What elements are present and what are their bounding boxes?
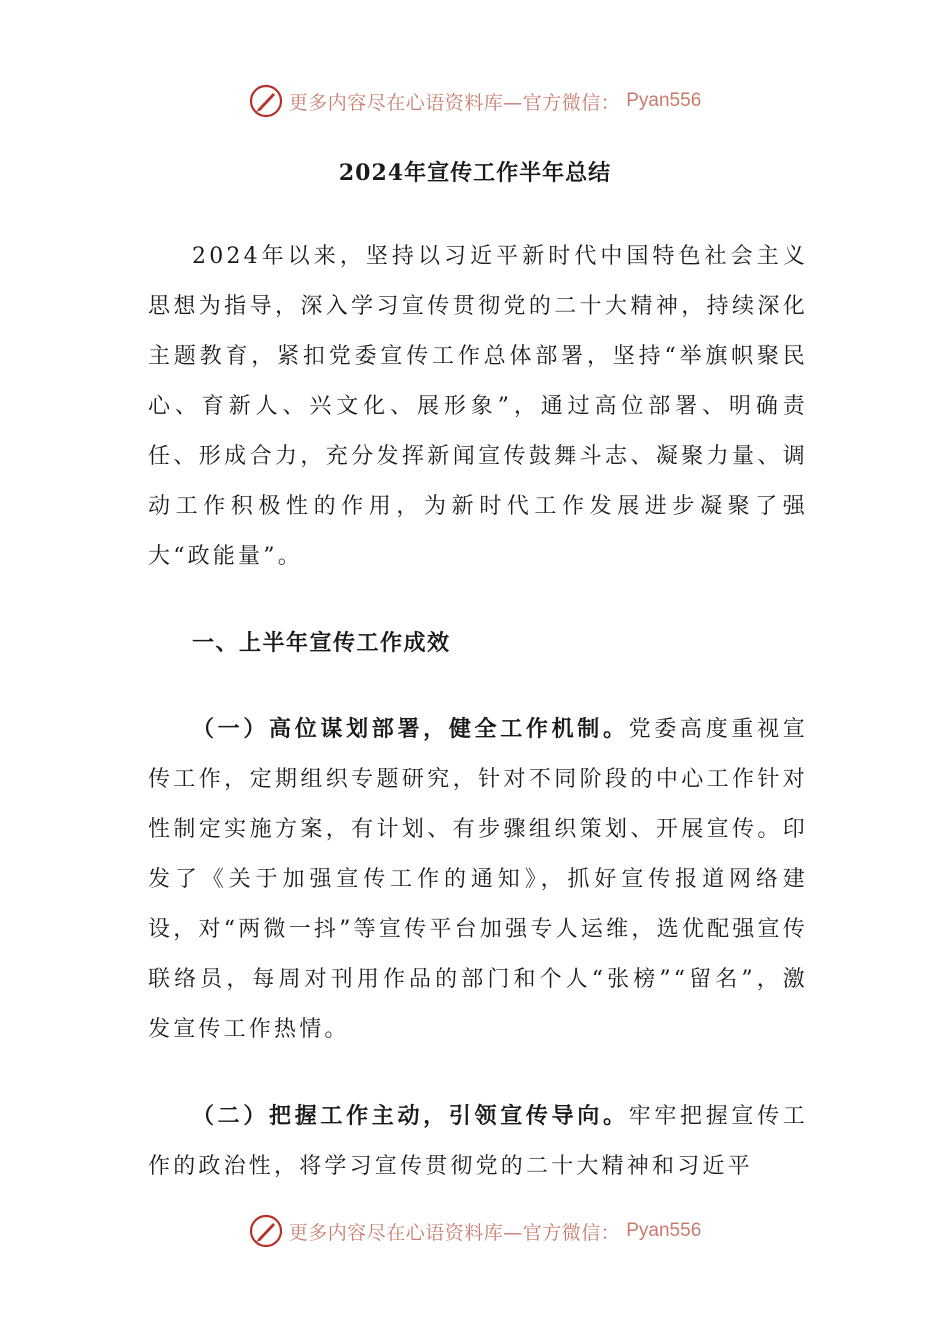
item-paragraph-2 [148, 1091, 808, 1192]
item-body-2: 牢牢把握宣传工作的政治性，将学习宣传贯彻党的二十大精神和习近平 [148, 1104, 808, 1179]
document-body [148, 232, 808, 1192]
section-heading: 一、上半年宣传工作成效 [192, 630, 451, 656]
document-title: 2024年宣传工作半年总结 [338, 160, 612, 186]
watermark-text: 更多内容尽在心语资料库—官方微信： [288, 1221, 621, 1244]
item-body-1: 党委高度重视宣传工作，定期组织专题研究，针对不同阶段的中心工作针对性制定实施方案，有计划、有步骤组织策划、开展宣传。印发了《关于加强宣传工作的通知》，抓好宣传报道网络建设，对“两微一抖”等宣传平台加强专人运维，选优配强宣传联络员，每周对刊用作品的部门和个人“张榜”“留名”，激发宣传工作热情。 [148, 717, 808, 1042]
item-paragraph-1 [148, 704, 808, 1055]
item-title-1: （一）高位谋划部署，健全工作机制。 [192, 716, 629, 742]
quill-logo-icon [249, 1214, 283, 1248]
watermark-text: 更多内容尽在心语资料库—官方微信： [288, 91, 621, 114]
watermark-wechat-id: Pyan556 [626, 90, 702, 111]
watermark-footer [0, 1214, 950, 1248]
watermark-wechat-id: Pyan556 [626, 1220, 702, 1241]
intro-paragraph: 2024年以来，坚持以习近平新时代中国特色社会主义思想为指导，深入学习宣传贯彻党的二十大精神，持续深化主题教育，紧扣党委宣传工作总体部署，坚持“举旗帜聚民心、育新人、兴文化、展形象”，通过高位部署、明确责任、形成合力，充分发挥新闻宣传鼓舞斗志、凝聚力量、调动工作积极性的作用，为新时代工作发展进步凝聚了强大“政能量”。 [148, 244, 808, 569]
watermark-header [0, 84, 950, 118]
quill-logo-icon [249, 84, 283, 118]
item-title-2: （二）把握工作主动，引领宣传导向。 [192, 1103, 629, 1129]
